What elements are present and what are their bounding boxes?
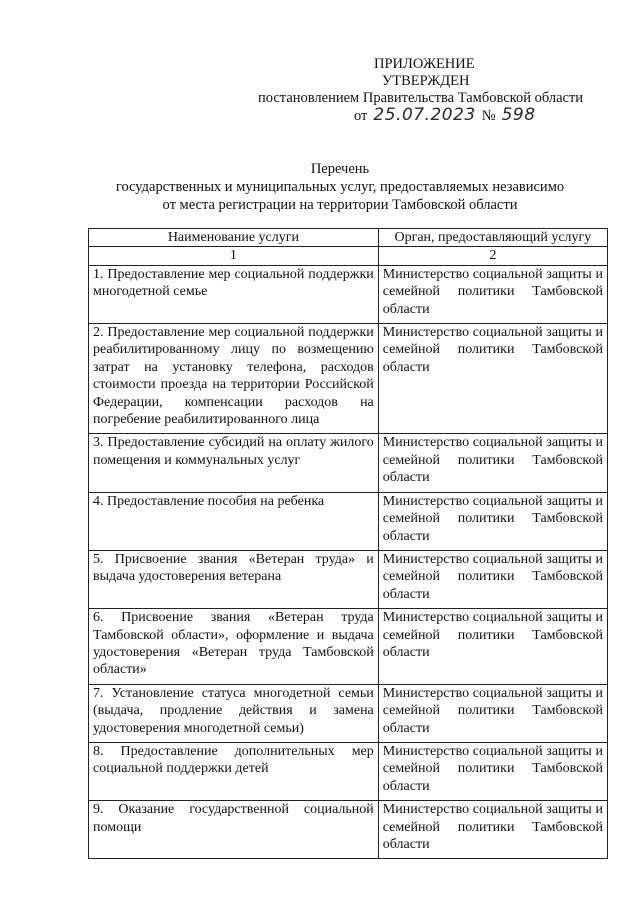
- table-row: [89, 324, 608, 434]
- table-row: [89, 742, 608, 800]
- column-number-2: 2: [378, 247, 607, 265]
- date-prefix: от: [354, 108, 368, 124]
- appendix-label: ПРИЛОЖЕНИЕ: [374, 56, 475, 72]
- agency-cell: Министерство социальной защиты и семейной политики Тамбовской области: [378, 265, 607, 323]
- approved-label: УТВЕРЖДЕН: [382, 73, 470, 89]
- column-number-1: 1: [89, 247, 379, 265]
- service-name-cell: 9. Оказание государственной социальной помощи: [89, 801, 379, 859]
- service-name-cell: 3. Предоставление субсидий на оплату жилого помещения и коммунальных услуг: [89, 434, 379, 492]
- approval-block: [250, 56, 610, 125]
- header-agency: Орган, предоставляющий услугу: [378, 229, 607, 247]
- agency-cell: Министерство социальной защиты и семейной политики Тамбовской области: [378, 684, 607, 742]
- table-row: [89, 550, 608, 608]
- service-name-cell: 6. Присвоение звания «Ветеран труда Тамбовской области», оформление и выдача удостоверения «Ветеран труда Тамбовской области»: [89, 609, 379, 685]
- service-name-cell: 2. Предоставление мер социальной поддержки реабилитированному лицу по возмещению затрат на установку телефона, расходов стоимости проезда на территории Российской Федерации, компенсации расходов на погребение реабилитированного лица: [89, 324, 379, 434]
- agency-cell: Министерство социальной защиты и семейной политики Тамбовской области: [378, 434, 607, 492]
- service-name-cell: 7. Установление статуса многодетной семьи (выдача, продление действия и замена удостоверения многодетной семьи): [89, 684, 379, 742]
- table-row: [89, 684, 608, 742]
- table-row: [89, 265, 608, 323]
- table-row: [89, 609, 608, 685]
- agency-cell: Министерство социальной защиты и семейной политики Тамбовской области: [378, 492, 607, 550]
- table-row: [89, 492, 608, 550]
- service-name-cell: 1. Предоставление мер социальной поддержки многодетной семье: [89, 265, 379, 323]
- handwritten-number: 598: [501, 105, 536, 125]
- service-name-cell: 8. Предоставление дополнительных мер социальной поддержки детей: [89, 742, 379, 800]
- services-table: [88, 228, 608, 859]
- table-row: [89, 801, 608, 859]
- header-service-name: Наименование услуги: [89, 229, 379, 247]
- number-prefix: №: [481, 108, 496, 124]
- agency-cell: Министерство социальной защиты и семейной политики Тамбовской области: [378, 801, 607, 859]
- agency-cell: Министерство социальной защиты и семейной политики Тамбовской области: [378, 324, 607, 434]
- document-title: [80, 160, 600, 214]
- title-line-3: от места регистрации на территории Тамбовской области: [162, 197, 518, 213]
- column-number-row: [89, 247, 608, 265]
- handwritten-date: 25.07.2023: [373, 105, 476, 125]
- decree-date-number: [250, 107, 610, 125]
- title-line-2: государственных и муниципальных услуг, предоставляемых независимо: [115, 179, 565, 195]
- service-name-cell: 4. Предоставление пособия на ребенка: [89, 492, 379, 550]
- agency-cell: Министерство социальной защиты и семейной политики Тамбовской области: [378, 609, 607, 685]
- table-header-row: [89, 229, 608, 247]
- decree-label: постановлением Правительства Тамбовской области: [258, 90, 584, 106]
- agency-cell: Министерство социальной защиты и семейной политики Тамбовской области: [378, 742, 607, 800]
- title-line-1: Перечень: [310, 161, 370, 177]
- service-name-cell: 5. Присвоение звания «Ветеран труда» и выдача удостоверения ветерана: [89, 550, 379, 608]
- table-row: [89, 434, 608, 492]
- agency-cell: Министерство социальной защиты и семейной политики Тамбовской области: [378, 550, 607, 608]
